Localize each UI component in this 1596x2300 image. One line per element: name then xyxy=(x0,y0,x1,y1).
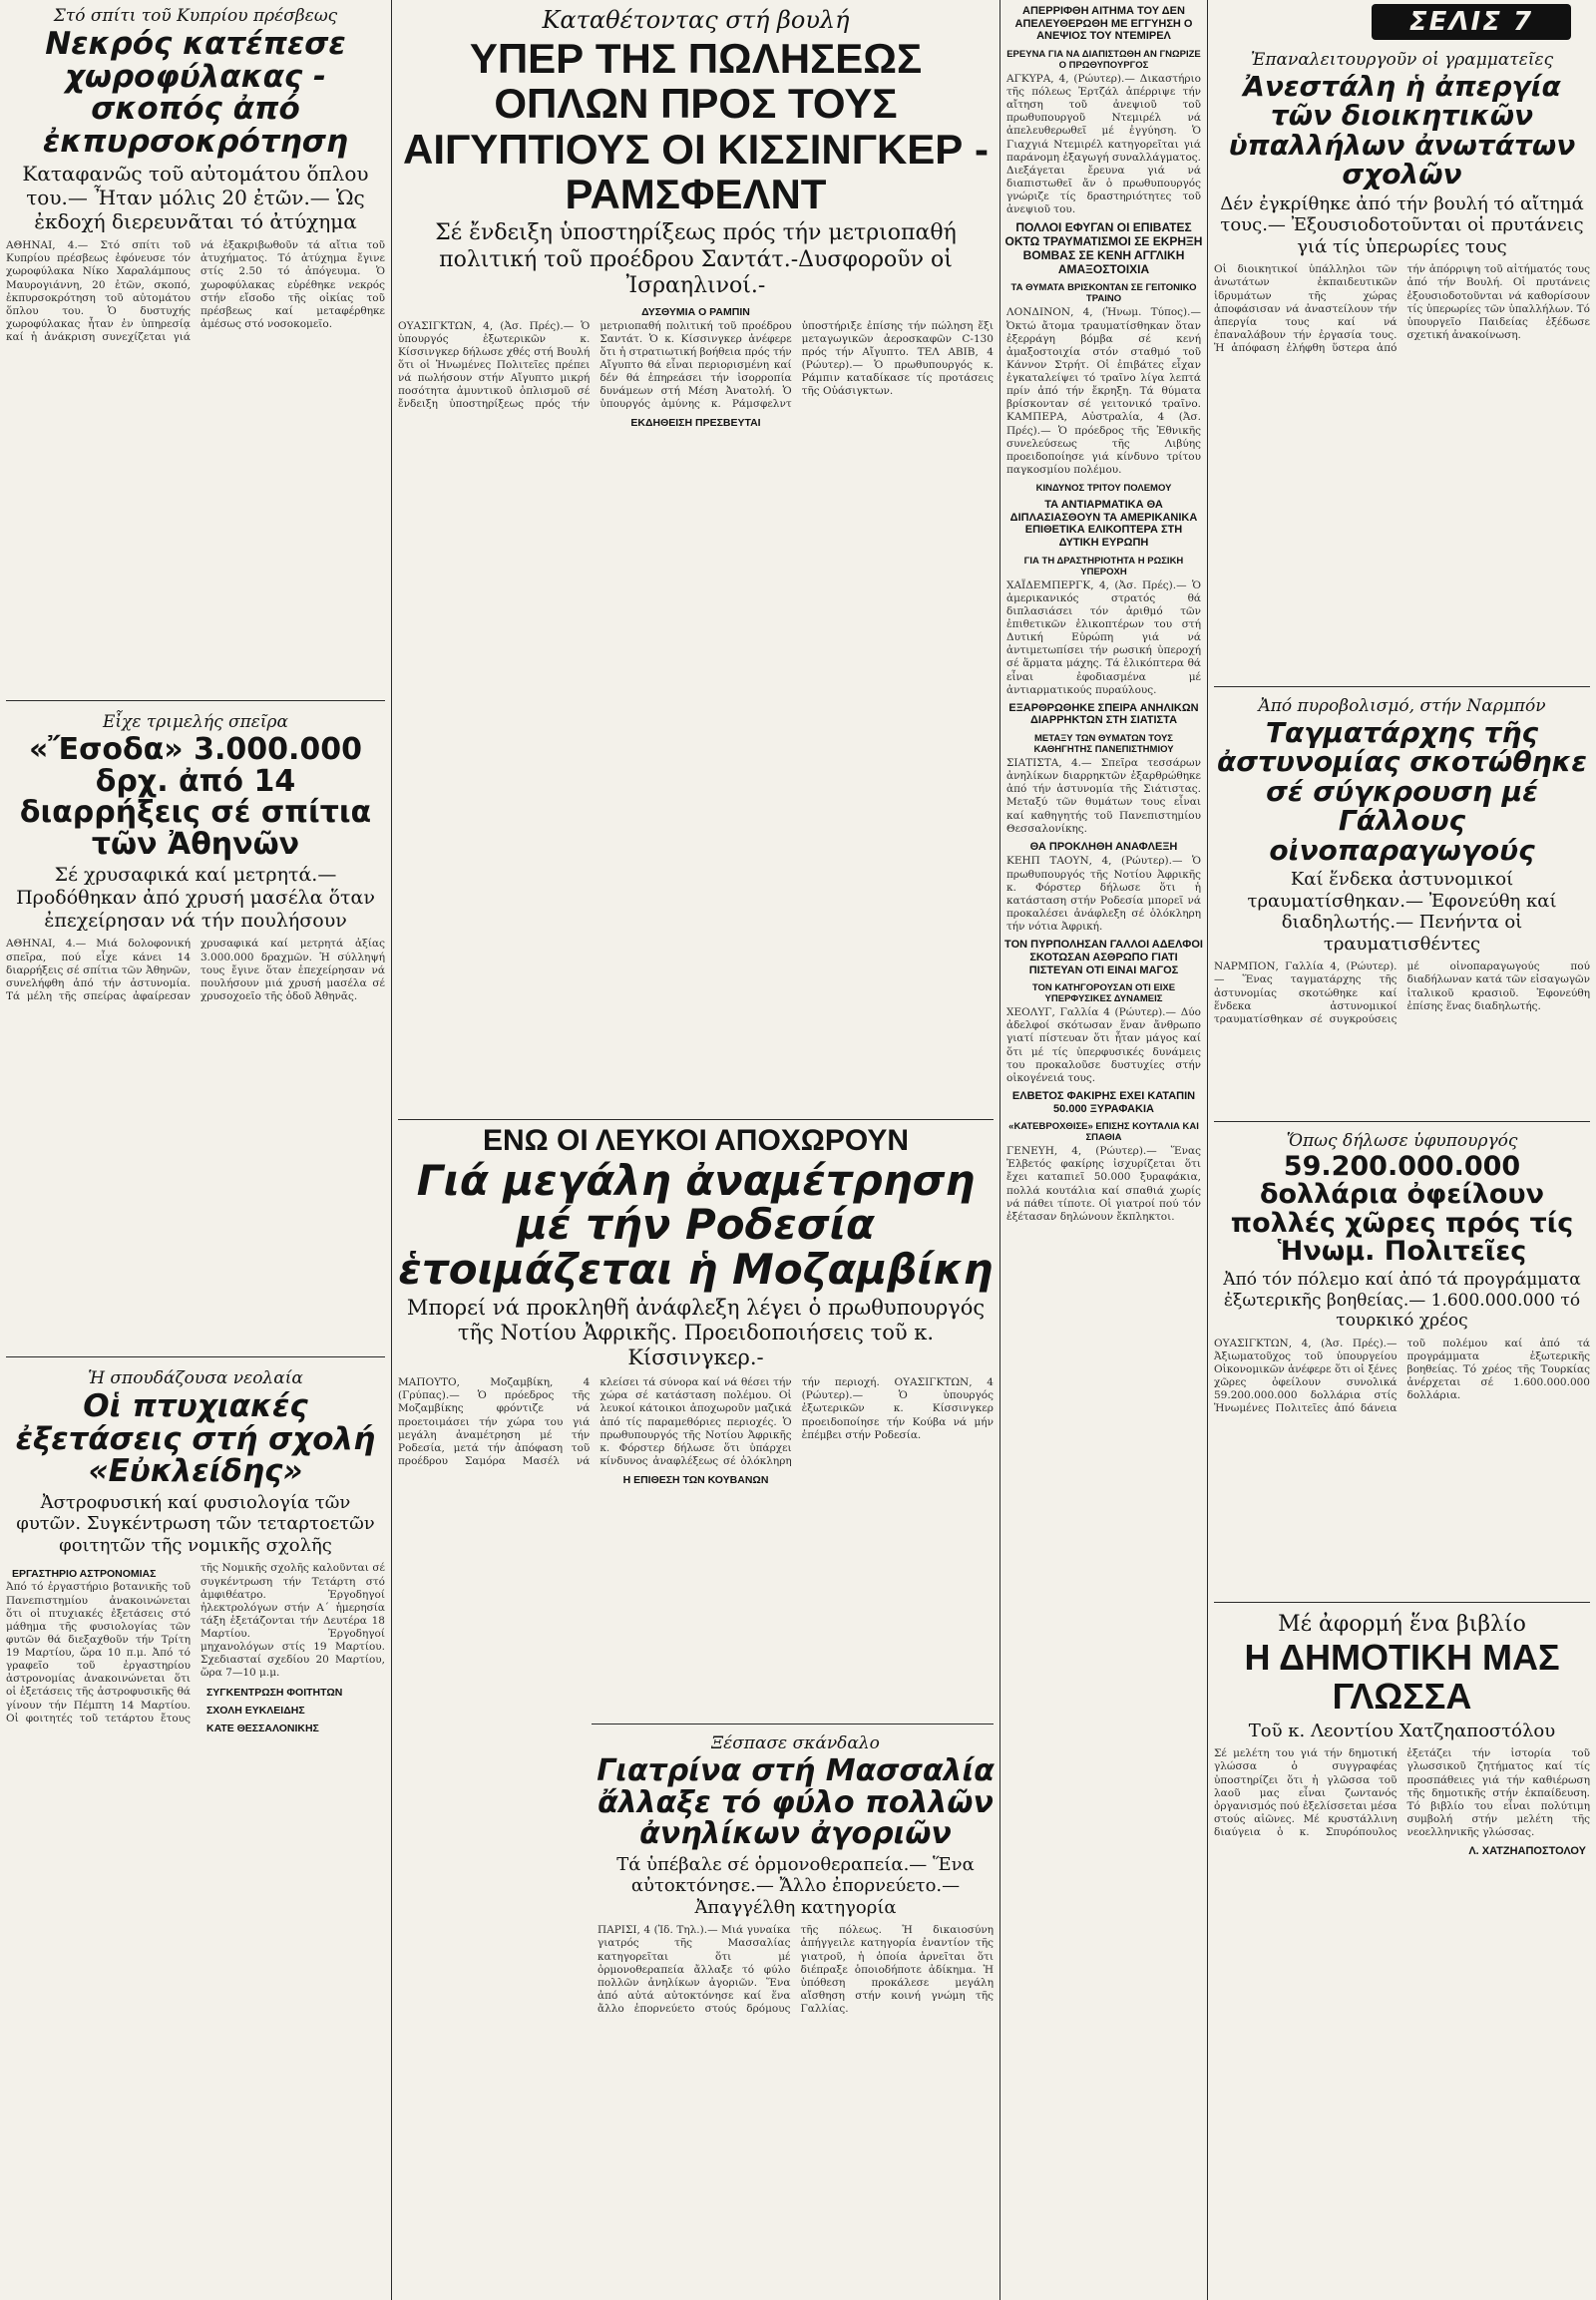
subheading: ΚΑΤΕ ΘΕΣΣΑΛΟΝΙΚΗΣ xyxy=(206,1722,319,1734)
left-column xyxy=(0,0,391,2300)
subheading: ΤΟΝ ΚΑΤΗΓΟΡΟΥΣΑΝ ΟΤΙ ΕΙΧΕ ΥΠΕΡΦΥΣΙΚΕΣ ΔΥΝΑΜΕΙΣ xyxy=(1031,982,1176,1005)
deck: Ἀστροφυσική καί φυσιολογία τῶν φυτῶν. Συγκέντρωση τῶν τεταρτοετῶν φοιτητῶν τῆς νομικῆς σχολῆς xyxy=(16,1491,375,1556)
right-column xyxy=(1208,0,1596,2300)
headline: «Ἔσοδα» 3.000.000 δρχ. ἀπό 14 διαρρήξεις σέ σπίτια τῶν Ἀθηνῶν xyxy=(19,732,372,862)
center-column xyxy=(392,0,999,2300)
article-body: ΧΕΟΛΥΓ, Γαλλία 4 (Ρώυτερ).— Δύο ἀδελφοί σκότωσαν ἕναν ἄνθρωπο γιατί πίστευαν ὅτι ἦταν μάγος καί ὅτι μέ τίς ὑπερφυσικές δυνάμεις του προκαλοῦσε δυστυχίες στήν οἰκογένειά τους. xyxy=(1006,1006,1201,1084)
article-cypriot-embassy xyxy=(0,0,391,698)
article-body: Ἀπό τό ἐργαστήριο βοτανικῆς τοῦ Πανεπιστημίου ἀνακοινώνεται ὅτι οἱ πτυχιακές ἐξετάσεις στό μάθημα τῆς φυσιολογίας τῶν φυτῶν θά διεξαχθοῦν τήν Τρίτη 19 Μαρτίου, ὥρα 10 π.μ. Ἀπό τό γραφεῖο τοῦ ἐργαστηρίου ἀστρονομίας ἀνακοινώνεται ὅτι οἱ ἐξετάσεις τῆς ἀστροφυσικῆς θά γίνουν τήν Πέμπτη 14 Μαρτίου. Οἱ φοιτητές τοῦ τετάρτου ἔτους τῆς Νομικῆς σχολῆς καλοῦνται σέ συγκέντρωση τήν Τετάρτη στό ἀμφιθέατρο. Ἐργοδηγοί ἠλεκτρολόγων στήν Α΄ ἡμερησία τάξη ἐξετάζονται τήν Δευτέρα 18 Μαρτίου. Ἐργοδηγοί μηχανολόγων στίς 19 Μαρτίου. Σχεδιασταί σχεδίου 20 Μαρτίου, ὥρα 7—10 μ.μ. xyxy=(6,1562,385,1725)
article-body: Οἱ διοικητικοί ὑπάλληλοι τῶν ἀνωτάτων ἐκπαιδευτικῶν ἱδρυμάτων τῆς χώρας ἀποφάσισαν νά ἀναστείλουν τήν ἀπεργία τους καί νά ἐπαναλάβουν τήν ἐργασία τους. Ἡ ἀπόφαση ἐλήφθη ὕστερα ἀπό τήν ἀπόρριψη τοῦ αἰτήματός τους ἀπό τήν Βουλή. Οἱ πρυτάνεις ἐξουσιοδοτοῦνται νά καθορίσουν τίς ὑπερωρίες τῶν ὑπαλλήλων. Τό ὑπουργεῖο Παιδείας ἐξέδωσε σχετική ἀνακοίνωση. xyxy=(1214,263,1590,355)
article-body: ΓΕΝΕΥΗ, 4, (Ρώυτερ).— Ἕνας Ἐλβετός φακίρης ἰσχυρίζεται ὅτι ἔχει καταπιεῖ 50.000 ξυραφάκια, πολλά κουτάλια καί σπαθιά χωρίς νά πάθει τίποτε. Οἱ γιατροί πού τόν ἐξέτασαν δηλώνουν ἔκπληκτοι. xyxy=(1006,1145,1201,1223)
article-university-strike xyxy=(1208,44,1596,682)
headline: Η ΔΗΜΟΤΙΚΗ ΜΑΣ ΓΛΩΣΣΑ xyxy=(1244,1637,1560,1717)
subheading: ΤΑ ΘΥΜΑΤΑ ΒΡΙΣΚΟΝΤΑΝ ΣΕ ΓΕΙΤΟΝΙΚΟ ΤΡΑΙΝΟ xyxy=(1010,282,1197,305)
article-body: ΣΙΑΤΙΣΤΑ, 4.— Σπεῖρα τεσσάρων ἀνηλίκων διαρρηκτῶν ἐξαρθρώθηκε ἀπό τήν ἀστυνομία τῆς Σιάτιστας. Μεταξύ τῶν θυμάτων τους εἶναι καί καθηγητής τοῦ Πανεπιστημίου Θεσσαλονίκης. xyxy=(1006,757,1201,835)
subheading: Η ΕΠΙΘΕΣΗ ΤΩΝ ΚΟΥΒΑΝΩΝ xyxy=(622,1474,769,1487)
article-body: ΛΟΝΔΙΝΟΝ, 4, (Ἡνωμ. Τύπος).— Ὀκτώ ἄτομα τραυματίσθηκαν ὅταν ἐξερράγη βόμβα σέ κενή ἀμαξοστοιχία στόν σταθμό τοῦ Κάννον Στρήτ. Οἱ ἐπιβάτες εἶχαν ἐγκαταλείψει τό τραῖνο λίγα λεπτά πρίν ἀπό τήν ἔκρηξη. Τά θύματα βρίσκονταν σέ γειτονικό τραῖνο. ΚΑΜΠΕΡΑ, Αὐστραλία, 4 (Ἀσ. Πρές).— Ὁ πρόεδρος τῆς Ἐθνικῆς συνελεύσεως τῆς Λιβύης προειδοποίησε γιά κίνδυνο τρίτου παγκοσμίου πολέμου. xyxy=(1006,306,1201,476)
headline: ΤΟΝ ΠΥΡΠΟΛΗΣΑΝ ΓΑΛΛΟΙ ΑΔΕΛΦΟΙ ΣΚΟΤΩΣΑΝ ΑΣΘΡΩΠΟ ΓΙΑΤΙ ΠΙΣΤΕΥΑΝ ΟΤΙ ΕΙΝΑΙ ΜΑΓΟΣ xyxy=(1004,939,1203,976)
kicker: Στό σπίτι τοῦ Κυπρίου πρέσβεως xyxy=(53,6,338,26)
headline: ΕΛΒΕΤΟΣ ΦΑΚΙΡΗΣ ΕΧΕΙ ΚΑΤΑΠΙΝ 50.000 ΞΥΡΑΦΑΚΙΑ xyxy=(1011,1089,1196,1115)
article-body: ΝΑΡΜΠΟΝ, Γαλλία 4, (Ρώυτερ).— Ἕνας ταγματάρχης τῆς ἀστυνομίας σκοτώθηκε καί ἕνδεκα ἀστυνομικοί τραυματίσθηκαν σέ συγκρούσεις μέ οἰνοπαραγωγούς πού διαδήλωναν κατά τῶν εἰσαγωγῶν ἰταλικοῦ κρασιοῦ. Ἐφονεύθη ἐπίσης ἕνας διαδηλωτής. xyxy=(1214,960,1590,1025)
article-divider xyxy=(592,1724,994,1725)
kicker: Ἡ σπουδάζουσα νεολαία xyxy=(88,1368,303,1388)
article-mozambique-rhodesia xyxy=(392,1123,999,1722)
article-burglary-gang xyxy=(0,706,391,1354)
headline: Οἱ πτυχιακές ἐξετάσεις στή σχολή «Εὐκλείδης» xyxy=(15,1388,376,1490)
kicker: Καταθέτοντας στή βουλή xyxy=(542,6,850,34)
kicker: Εἶχε τριμελής σπεῖρα xyxy=(102,712,289,732)
article-body: ΠΑΡΙΣΙ, 4 (Ἰδ. Τηλ.).— Μιά γυναίκα γιατρός τῆς Μασσαλίας κατηγορεῖται ὅτι μέ ὁρμονοθεραπεία ἄλλαξε τό φύλο πολλῶν ἀνηλίκων ἀγοριῶν. Ἕνα ἀπό αὐτά αὐτοκτόνησε καί ἕνα ἄλλο ἐπορνεύετο στούς δρόμους τῆς πόλεως. Ἡ δικαιοσύνη ἀπήγγειλε κατηγορία ἐναντίον τῆς γιατροῦ, ἡ ὁποία ἀρνεῖται ὅτι διέπραξε ὁποιοδήποτε ἀδίκημα. Ἡ ὑπόθεση προκάλεσε μεγάλη αἴσθηση στήν κοινή γνώμη τῆς Γαλλίας. xyxy=(598,1924,994,2016)
headline: Ταγματάρχης τῆς ἀστυνομίας σκοτώθηκε σέ σύγκρουση μέ Γάλλους οἰνοπαραγωγούς xyxy=(1216,716,1587,867)
kicker: Μέ ἀφορμή ἕνα βιβλίο xyxy=(1278,1612,1526,1637)
article-body: ΑΘΗΝΑΙ, 4.— Στό σπίτι τοῦ Κυπρίου πρέσβεως ἐφόνευσε τόν χωροφύλακα Νίκο Χαραλάμπους Μαυρογιάννη, 20 ἐτῶν, σκοπό, ἐκπυρσοκρότηση τοῦ αὐτομάτου ὅπλου του. Ὁ δυστυχής χωροφύλακας ἦταν ἐν ὑπηρεσίᾳ καί ἡ ἀνάκριση συνεχίζεται γιά νά ἐξακριβωθοῦν τά αἴτια τοῦ ἀτυχήματος. Τό ἀτύχημα ἔγινε στίς 2.50 τό ἀπόγευμα. Ὁ χωροφύλακας εὑρέθηκε νεκρός στήν εἴσοδο τῆς οἰκίας τοῦ πρέσβεως καί μεταφέρθηκε ἀμέσως στό νοσοκομεῖο. xyxy=(6,239,385,344)
article-body: ΟΥΑΣΙΓΚΤΩΝ, 4, (Ἀσ. Πρές).— Ὁ ὑπουργός ἐξωτερικῶν κ. Κίσσινγκερ δήλωσε χθές στή Βουλή ὅτι οἱ Ἡνωμένες Πολιτεῖες πρέπει νά πωλήσουν στήν Αἴγυπτο μικρή ποσότητα ἀμυντικοῦ ὁπλισμοῦ σέ ἔνδειξη ὑποστηρίξεως πρός τήν μετριοπαθή πολιτική τοῦ προέδρου Σαντάτ. Ὁ κ. Κίσσινγκερ ἀνέφερε ὅτι ἡ στρατιωτική βοήθεια πρός τήν Αἴγυπτο θά εἶναι περιορισμένη καί δέν θά ἐπηρεάσει τήν ἰσορροπία δυνάμεων στή Μέση Ἀνατολή. Ὁ ὑπουργός ἀμύνης κ. Ράμσφελντ ὑποστήριξε ἐπίσης τήν πώληση ἕξι μεταγωγικῶν ἀεροσκαφῶν C-130 πρός τήν Αἴγυπτο. ΤΕΛ ΑΒΙΒ, 4 (Ρώυτερ).— Ὁ πρωθυπουργός κ. Ράμπιν καταδίκασε τίς προτάσεις τῆς Οὐάσιγκτων. xyxy=(398,319,994,411)
headline: 59.200.000.000 δολλάρια ὀφείλουν πολλές χῶρες πρός τίς Ἡνωμ. Πολιτεῖες xyxy=(1230,1151,1574,1268)
article-arms-sales-egypt xyxy=(392,0,999,1117)
deck: Σέ ἔνδειξη ὑποστηρίξεως πρός τήν μετριοπαθή πολιτική τοῦ προέδρου Σαντάτ.-Δυσφοροῦν οἱ Ἰσραηλινοί.- xyxy=(435,220,957,299)
brief-demirel-nephew xyxy=(1000,5,1207,216)
article-divider xyxy=(1214,1602,1590,1603)
headline: Ἀνεστάλη ἡ ἀπεργία τῶν διοικητικῶν ὑπαλλήλων ἀνωτάτων σχολῶν xyxy=(1228,70,1576,192)
headline: ΘΑ ΠΡΟΚΛΗΘΗ ΑΝΑΦΛΕΞΗ xyxy=(1029,840,1178,853)
page-number-logo: ΣΕΛΙΣ 7 xyxy=(1372,4,1571,40)
article-divider xyxy=(1214,686,1590,687)
article-body: ΜΑΠΟΥΤΟ, Μοζαμβίκη, 4 (Γρύπας).— Ὁ πρόεδρος τῆς Μοζαμβίκης φρόντιζε νά προετοιμάσει τήν χώρα του γιά μεγάλη ἀναμέτρηση μέ τήν Ροδεσία, μετά τήν ἀπόφαση τοῦ προέδρου Σαμόρα Μασέλ νά κλείσει τά σύνορα καί νά θέσει τήν χώρα σέ κατάσταση πολέμου. Οἱ λευκοί κάτοικοι ἀποχωροῦν μαζικά ἀπό τίς παραμεθόριες περιοχές. Ὁ πρωθυπουργός τῆς Νοτίου Ἀφρικῆς κ. Φόρστερ δήλωσε ὅτι ὑπάρχει κίνδυνος ἀναφλέξεως σέ ὁλόκληρη τήν περιοχή. ΟΥΑΣΙΓΚΤΩΝ, 4 (Ρώυτερ).— Ὁ ὑπουργός ἐξωτερικῶν κ. Κίσσινγκερ προειδοποίησε τήν Κούβα νά μήν ἐπέμβει στήν Ροδεσία. xyxy=(398,1376,994,1467)
brief-swiss-fakir xyxy=(1000,1090,1207,1224)
headline: ΑΠΕΡΡΙΦΘΗ ΑΙΤΗΜΑ ΤΟΥ ΔΕΝ ΑΠΕΛΕΥΘΕΡΩΘΗ ΜΕ ΕΓΓΥΗΣΗ Ο ΑΝΕΨΙΟΣ ΤΟΥ ΝΤΕΜΙΡΕΛ xyxy=(1014,5,1193,43)
subheading: ΚΙΝΔΥΝΟΣ ΤΡΙΤΟΥ ΠΟΛΕΜΟΥ xyxy=(1035,483,1172,495)
article-divider xyxy=(6,700,385,701)
subheading: ΜΕΤΑΞΥ ΤΩΝ ΘΥΜΑΤΩΝ ΤΟΥΣ ΚΑΘΗΓΗΤΗΣ ΠΑΝΕΠΙΣΤΗΜΙΟΥ xyxy=(1033,733,1174,756)
deck: Ἀπό τόν πόλεμο καί ἀπό τά προγράμματα ἐξωτερικῆς βοηθείας.— 1.600.000.000 τό τουρκικό χρέος xyxy=(1223,1270,1581,1332)
article-body-columns xyxy=(6,1562,385,1733)
headline: ΤΑ ΑΝΤΙΑΡΜΑΤΙΚΑ ΘΑ ΔΙΠΛΑΣΙΑΣΘΟΥΝ ΤΑ ΑΜΕΡΙΚΑΝΙΚΑ ΕΠΙΘΕΤΙΚΑ ΕΛΙΚΟΠΤΕΡΑ ΣΤΗ ΔΥΤΙΚΗ ΕΥΡΩΠΗ xyxy=(1009,499,1198,550)
headline: ΕΞΑΡΘΡΩΘΗΚΕ ΣΠΕΙΡΑ ΑΝΗΛΙΚΩΝ ΔΙΑΡΡΗΚΤΩΝ ΣΤΗ ΣΙΑΤΙΣΤΑ xyxy=(1008,701,1199,727)
subheading: ΓΙΑ ΤΗ ΔΡΑΣΤΗΡΙΟΤΗΤΑ Η ΡΩΣΙΚΗ ΥΠΕΡΟΧΗ xyxy=(1023,555,1184,577)
kicker: Ὅπως δήλωσε ὑφυπουργός xyxy=(1286,1131,1518,1151)
article-body: ΑΘΗΝΑΙ, 4.— Μιά δολοφονική σπεῖρα, πού εἶχε κάνει 14 διαρρήξεις σέ σπίτια τῶν Ἀθηνῶν, συνελήφθη ἀπό τήν ἀστυνομία. Τά μέλη τῆς σπείρας ἀφαίρεσαν χρυσαφικά καί μετρητά ἀξίας 3.000.000 δραχμῶν. Ἡ σύλληψή τους ἔγινε ὅταν ἐπεχείρησαν νά πουλήσουν μιά χρυσή μασέλα σέ χρυσοχοεῖο τῆς ὁδοῦ Ἀθηνᾶς. xyxy=(6,938,385,1002)
subheading: ΣΧΟΛΗ ΕΥΚΛΕΙΔΗΣ xyxy=(206,1704,305,1717)
subheading: ΔΥΣΘΥΜΙΑ Ο ΡΑΜΠΙΝ xyxy=(641,305,750,318)
article-euclid-exams xyxy=(0,1362,391,2300)
article-body: ΑΓΚΥΡΑ, 4, (Ρώυτερ).— Δικαστήριο τῆς πόλεως Ἐρτζάλ ἀπέρριψε τήν αἴτηση τοῦ ἀνεψιοῦ τοῦ πρωθυπουργοῦ Ντεμιρέλ νά ἀπελευθερωθεῖ μέ ἐγγύηση. Ὁ Γιαχγιά Ντεμιρέλ κατηγορεῖται γιά παράνομη ἐξαγωγή συναλλάγματος. Διεξάγεται ἔρευνα γιά νά διαπιστωθεῖ ἄν ὁ πρωθυπουργός γνώριζε τίς δραστηριότητες τοῦ ἀνεψιοῦ του. xyxy=(1006,72,1201,216)
article-body: ΚΕΗΠ ΤΑΟΥΝ, 4, (Ρώυτερ).— Ὁ πρωθυπουργός τῆς Νοτίου Ἀφρικῆς κ. Φόρστερ δήλωσε ὅτι ἡ κατάσταση στήν Ροδεσία μπορεῖ νά προκαλέσει ἀνάφλεξη σέ ὁλόκληρη τήν νότια Ἀφρική. xyxy=(1006,855,1201,934)
article-divider xyxy=(6,1356,385,1357)
article-marseille-doctor xyxy=(592,1727,999,2300)
article-narbonne-clash xyxy=(1208,690,1596,1119)
deck: Καί ἕνδεκα ἀστυνομικοί τραυματίσθηκαν.— Ἐφονεύθη καί διαδηλωτής.— Πενήντα οἱ τραυματισθέντες xyxy=(1247,868,1557,955)
kicker: Ξέσπασε σκάνδαλο xyxy=(711,1733,880,1753)
briefs-column xyxy=(1000,0,1207,2300)
kicker: Ἀπό πυροβολισμό, στήν Ναρμπόν xyxy=(1258,696,1546,716)
headline: ΠΟΛΛΟΙ ΕΦΥΓΑΝ ΟΙ ΕΠΙΒΑΤΕΣ ΟΚΤΩ ΤΡΑΥΜΑΤΙΣΜΟΙ ΣΕ ΕΚΡΗΞΗ ΒΟΜΒΑΣ ΣΕ ΚΕΝΗ ΑΓΓΛΙΚΗ ΑΜΑΞΟΣΤΟΙΧΙΑ xyxy=(1004,220,1203,276)
subheading: ΕΡΕΥΝΑ ΓΙΑ ΝΑ ΔΙΑΠΙΣΤΩΘΗ ΑΝ ΓΝΩΡΙΖΕ Ο ΠΡΩΘΥΠΟΥΡΓΟΣ xyxy=(1006,48,1201,71)
subheading: ΣΥΓΚΕΝΤΡΩΣΗ ΦΟΙΤΗΤΩΝ xyxy=(206,1686,343,1699)
headline: ΥΠΕΡ ΤΗΣ ΠΩΛΗΣΕΩΣ ΟΠΛΩΝ ΠΡΟΣ ΤΟΥΣ ΑΙΓΥΠΤΙΟΥΣ ΟΙ ΚΙΣΣΙΝΓΚΕΡ - ΡΑΜΣΦΕΛΝΤ xyxy=(403,35,989,218)
article-divider xyxy=(398,1119,994,1120)
article-divider xyxy=(1214,1121,1590,1122)
byline: Τοῦ κ. Λεοντίου Χατζηαποστόλου xyxy=(1248,1720,1556,1741)
subheading: «ΚΑΤΕΒΡΟΧΘΙΣΕ» ΕΠΙΣΗΣ ΚΟΥΤΑΛΙΑ ΚΑΙ ΣΠΑΘΙΑ xyxy=(1008,1121,1199,1144)
headline: Νεκρός κατέπεσε χωροφύλακας - σκοπός ἀπό ἐκπυρσοκρότηση xyxy=(43,26,348,160)
brief-conflagration xyxy=(1000,841,1207,934)
article-body: ΟΥΑΣΙΓΚΤΩΝ, 4, (Ἀσ. Πρές).— Ἀξιωματοῦχος τοῦ ὑπουργείου Οἰκονομικῶν ἀνέφερε ὅτι οἱ ξένες χῶρες ὀφείλουν συνολικά 59.200.000.000 δολλάρια στίς Ἡνωμένες Πολιτεῖες ἀπό δάνεια τοῦ πολέμου καί ἀπό τά προγράμματα ἐξωτερικῆς βοηθείας. Τό χρέος τῆς Τουρκίας ἀνέρχεται σέ 1.600.000.000 δολλάρια. xyxy=(1214,1337,1590,1415)
headline: Γιά μεγάλη ἀναμέτρηση μέ τήν Ροδεσία ἑτοιμάζεται ἡ Μοζαμβίκη xyxy=(398,1156,994,1294)
brief-french-brothers xyxy=(1000,939,1207,1085)
headline: Γιατρίνα στή Μασσαλία ἄλλαξε τό φύλο πολλῶν ἀνηλίκων ἀγοριῶν xyxy=(597,1753,995,1851)
kicker: Ἐπαναλειτουργοῦν οἱ γραμματεῖες xyxy=(1250,50,1554,70)
brief-helicopters xyxy=(1000,499,1207,697)
deck: Καταφανῶς τοῦ αὐτομάτου ὅπλου του.— Ἦταν μόλις 20 ἐτῶν.— Ὡς ἐκδοχή διερευνᾶται τό ἀτύχημα xyxy=(22,162,369,234)
brief-train-bomb xyxy=(1000,221,1207,494)
kicker: ΕΝΩ ΟΙ ΛΕΥΚΟΙ ΑΠΟΧΩΡΟΥΝ xyxy=(482,1124,910,1157)
article-demotic-language xyxy=(1208,1606,1596,2300)
deck: Δέν ἐγκρίθηκε ἀπό τήν βουλή τό αἴτημά τους.— Ἐξουσιοδοτοῦνται οἱ πρυτάνεις γιά τίς ὑπερωρίες τους xyxy=(1220,192,1584,257)
article-body: Σέ μελέτη του γιά τήν δημοτική γλώσσα ὁ συγγραφέας ὑποστηρίζει ὅτι ἡ γλῶσσα τοῦ λαοῦ μας εἶναι ζωντανός ὀργανισμός πού ἐξελίσσεται μέσα στούς αἰῶνες. Μέ κρυστάλλινη διαύγεια ὁ κ. Σπυρόπουλος ἐξετάζει τήν ἱστορία τοῦ γλωσσικοῦ ζητήματος καί τίς προσπάθειες γιά τήν καθιέρωση τῆς δημοτικῆς στήν ἐκπαίδευση. Τό βιβλίο του εἶναι πολύτιμη συμβολή στήν μελέτη τῆς νεοελληνικῆς γλώσσας. xyxy=(1214,1747,1590,1839)
article-foreign-debts xyxy=(1208,1125,1596,1599)
deck: Μπορεί νά προκληθῆ ἀνάφλεξη λέγει ὁ πρωθυπουργός τῆς Νοτίου Ἀφρικῆς. Προειδοποιήσεις τοῦ κ. Κίσσινγκερ.- xyxy=(406,1295,986,1370)
author-signature: Λ. ΧΑΤΖΗΑΠΟΣΤΟΛΟΥ xyxy=(1468,1845,1586,1858)
subheading: ΕΡΓΑΣΤΗΡΙΟ ΑΣΤΡΟΝΟΜΙΑΣ xyxy=(12,1568,157,1581)
article-body: ΧΑΪΔΕΜΠΕΡΓΚ, 4, (Ἀσ. Πρές).— Ὁ ἀμερικανικός στρατός θά διπλασιάσει τόν ἀριθμό τῶν ἐπιθετικῶν ἑλικοπτέρων του στή Δυτική Εὐρώπη γιά νά ἀντιμετωπίσει τήν ρωσική ὑπεροχή σέ ἅρματα μάχης. Τά ἑλικόπτερα θά εἶναι ἐφοδιασμένα μέ ἀντιαρματικούς πυραύλους. xyxy=(1006,578,1201,696)
brief-siatista-gang xyxy=(1000,702,1207,836)
subheading: ΕΚΔΗΘΕΙΣΗ ΠΡΕΣΒΕΥΤΑΙ xyxy=(630,417,761,430)
deck: Σέ χρυσαφικά καί μετρητά.— Προδόθηκαν ἀπό χρυσή μασέλα ὅταν ἐπεχείρησαν νά τήν πουλήσουν xyxy=(16,864,375,932)
deck: Τά ὑπέβαλε σέ ὁρμονοθεραπεία.— Ἕνα αὐτοκτόνησε.— Ἄλλο ἐπορνεύετο.— Ἀπαγγέλθη κατηγορία xyxy=(616,1853,975,1918)
